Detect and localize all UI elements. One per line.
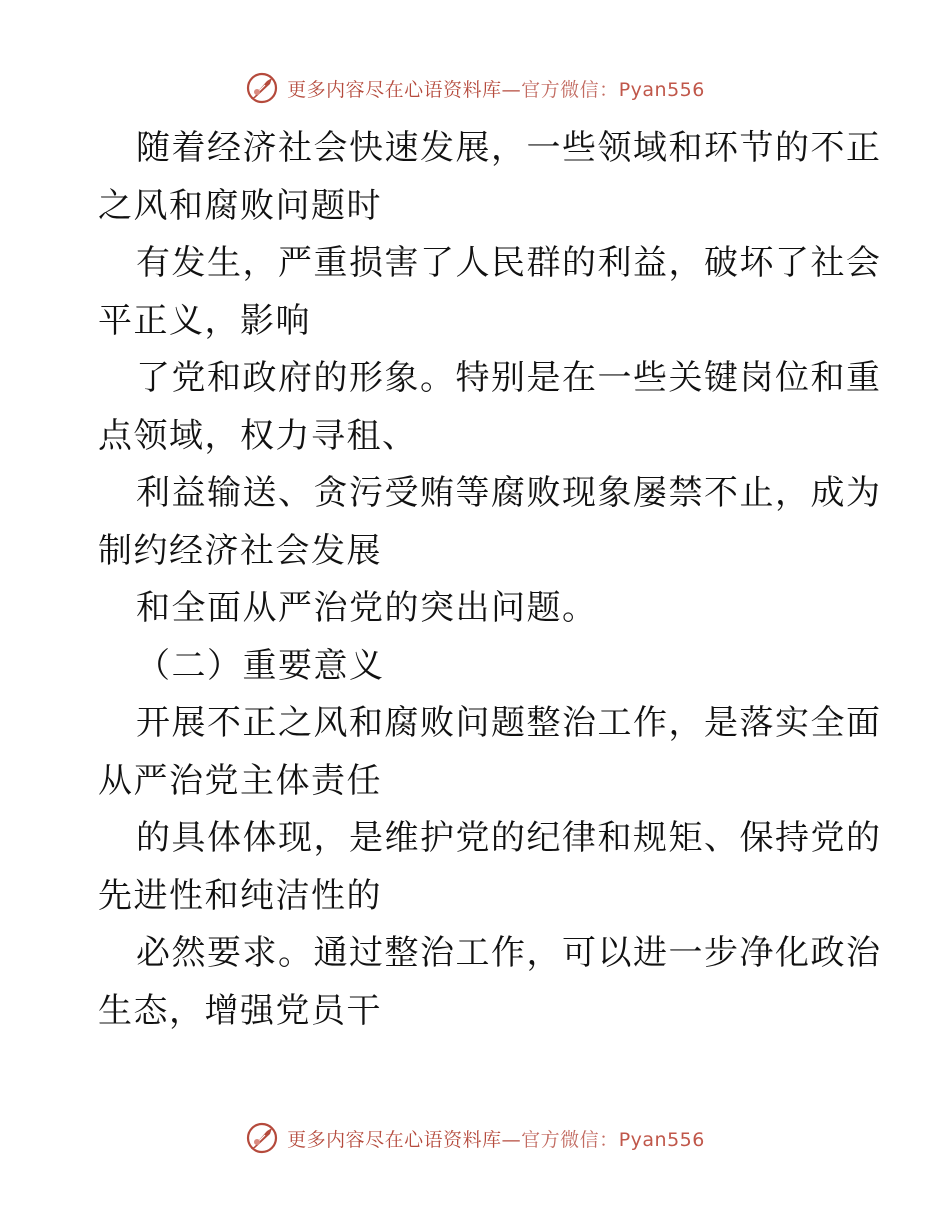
watermark-wechat-id: Pyan556 [618,1128,705,1151]
watermark-wechat-label: 官方微信： [521,78,619,101]
watermark-title: 更多内容尽在心语资料库 [287,78,502,101]
text-line: 的具体体现，是维护党的纪律和规矩、保持党的 [136,818,882,858]
text-line: 随着经济社会快速发展，一些领域和环节的不正 [136,128,882,168]
document-body [98,120,882,1040]
text-line: 从严治党主体责任 [98,760,382,801]
watermark-title: 更多内容尽在心语资料库 [287,1128,502,1151]
text-line: 有发生，严重损害了人民群的利益，破坏了社会 [136,243,882,283]
text-line: 平正义，影响 [98,300,311,341]
watermark-text [287,1125,705,1152]
text-line: 开展不正之风和腐败问题整治工作，是落实全面 [136,703,882,743]
section-heading: （二）重要意义 [136,645,385,686]
text-line: 利益输送、贪污受贿等腐败现象屡禁不止，成为 [136,473,882,513]
quill-pen-logo-icon [245,1121,279,1155]
text-line: 和全面从严治党的突出问题。 [136,588,598,628]
text-line: 必然要求。通过整治工作，可以进一步净化政治 [136,933,882,973]
watermark-wechat-id: Pyan556 [618,78,705,101]
footer-watermark-banner [0,1118,950,1158]
header-watermark-banner [0,68,950,108]
watermark-separator: — [501,1128,522,1151]
watermark-separator: — [501,78,522,101]
text-line: 了党和政府的形象。特别是在一些关键岗位和重 [136,358,882,398]
watermark-wechat-label: 官方微信： [521,1128,619,1151]
quill-pen-logo-icon [245,71,279,105]
text-line: 之风和腐败问题时 [98,185,382,226]
text-line: 点领域，权力寻租、 [98,415,418,456]
text-line: 制约经济社会发展 [98,530,382,571]
watermark-text [287,75,705,102]
text-line: 生态，增强党员干 [98,990,382,1031]
text-line: 先进性和纯洁性的 [98,875,382,916]
